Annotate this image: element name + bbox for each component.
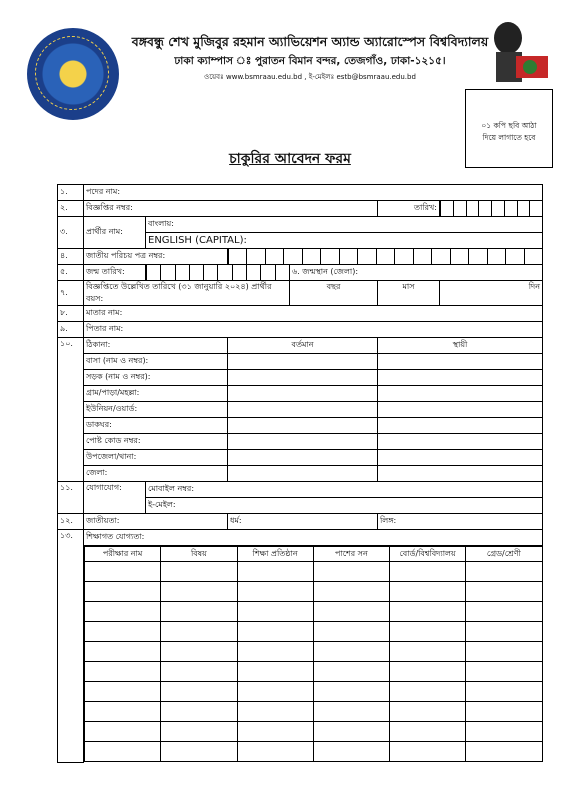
- university-name: বঙ্গবন্ধু শেখ মুজিবুর রহমান অ্যাভিয়েশন অ্যান্ড অ্যারোস্পেস বিশ্ববিদ্যালয়: [131, 34, 489, 49]
- email-label: ই-মেইল:: [148, 500, 176, 509]
- edu-row: [85, 582, 543, 602]
- row-contact-mobile: [58, 482, 543, 498]
- address-line: বাসা (নাম ও নম্বর):: [84, 354, 228, 370]
- edu-row: [85, 682, 543, 702]
- row-dob: [58, 265, 543, 281]
- edu-row: [85, 702, 543, 722]
- row-mother: [58, 306, 543, 322]
- permanent-input[interactable]: [378, 386, 543, 402]
- date-boxes[interactable]: [440, 201, 543, 217]
- sl-5: ৫.: [58, 265, 84, 281]
- address-line: উপজেলা/থানা:: [84, 450, 228, 466]
- mujib-100-logo: [486, 16, 550, 90]
- form-title: চাকুরির আবেদন ফরম: [229, 151, 351, 167]
- address-line: সড়ক (নাম ও নম্বর):: [84, 370, 228, 386]
- age-day[interactable]: দিন: [440, 281, 543, 306]
- birthplace-field[interactable]: [290, 265, 543, 281]
- permanent-input[interactable]: [378, 450, 543, 466]
- permanent-address-header: স্থায়ী: [378, 338, 543, 354]
- edu-header-year: পাশের সন: [313, 547, 389, 562]
- sl-8: ৮.: [58, 306, 84, 322]
- sl-1: ১.: [58, 185, 84, 201]
- birthplace-label: ৬. জন্মস্থান (জেলা):: [292, 267, 359, 276]
- name-bangla-field[interactable]: [146, 217, 543, 233]
- permanent-input[interactable]: [378, 434, 543, 450]
- edu-row: [85, 622, 543, 642]
- permanent-input[interactable]: [378, 370, 543, 386]
- row-age: [58, 281, 543, 306]
- gender-field[interactable]: [378, 514, 543, 530]
- candidate-name-label: প্রার্থীর নাম:: [84, 217, 146, 249]
- address-line: পোষ্ট কোড নম্বর:: [84, 434, 228, 450]
- nid-label: জাতীয় পরিচয় পত্র নম্বর:: [84, 249, 228, 265]
- edu-row: [85, 722, 543, 742]
- row-education-head: [58, 530, 543, 546]
- edu-row: [85, 562, 543, 582]
- address-line: জেলা:: [84, 466, 228, 482]
- row-address-head: [58, 338, 543, 354]
- permanent-input[interactable]: [378, 402, 543, 418]
- present-input[interactable]: [228, 354, 378, 370]
- education-label: শিক্ষাগত যোগ্যতা:: [84, 530, 543, 546]
- present-input[interactable]: [228, 370, 378, 386]
- dob-label: জন্ম তারিখ:: [84, 265, 146, 281]
- circular-number-field[interactable]: [84, 201, 378, 217]
- circular-label: বিজ্ঞপ্তির নম্বর:: [86, 203, 133, 212]
- post-name-label: পদের নাম:: [86, 187, 121, 196]
- mobile-field[interactable]: [146, 482, 543, 498]
- present-address-header: বর্তমান: [228, 338, 378, 354]
- sl-4: ৪.: [58, 249, 84, 265]
- sl-11: ১১.: [58, 482, 84, 514]
- religion-field[interactable]: [228, 514, 378, 530]
- mother-label: মাতার নাম:: [86, 308, 123, 317]
- row-post: [58, 185, 543, 201]
- mobile-label: মোবাইল নম্বর:: [148, 484, 195, 493]
- edu-header-institution: শিক্ষা প্রতিষ্ঠান: [237, 547, 313, 562]
- edu-row: [85, 642, 543, 662]
- email-field[interactable]: [146, 498, 543, 514]
- row-nationality: [58, 514, 543, 530]
- name-english-field[interactable]: [146, 233, 543, 249]
- permanent-input[interactable]: [378, 354, 543, 370]
- present-input[interactable]: [228, 434, 378, 450]
- father-label: পিতার নাম:: [86, 324, 124, 333]
- contact-label: যোগাযোগ:: [84, 482, 146, 514]
- age-year[interactable]: বছর: [290, 281, 378, 306]
- sl-9: ৯.: [58, 322, 84, 338]
- gender-label: লিঙ্গ:: [380, 516, 397, 525]
- address-line: গ্রাম/পাড়া/মহল্লা:: [84, 386, 228, 402]
- dob-boxes[interactable]: [146, 265, 290, 281]
- nationality-field[interactable]: [84, 514, 228, 530]
- mother-name-field[interactable]: [84, 306, 543, 322]
- english-label: ENGLISH (CAPITAL):: [148, 235, 247, 246]
- sl-13: ১৩.: [58, 530, 84, 763]
- date-label: তারিখ:: [378, 201, 440, 217]
- web-email: ওয়েবঃ www.bsmraau.edu.bd , ই-মেইলঃ estb@bsmraau.edu.bd: [204, 73, 416, 81]
- row-nid: [58, 249, 543, 265]
- edu-header-board: বোর্ড/বিশ্ববিদ্যালয়: [390, 547, 466, 562]
- photo-instruction-2: দিয়ে লাগাতে হবে: [482, 133, 536, 142]
- address-line: ডাকঘর:: [84, 418, 228, 434]
- university-logo: [27, 28, 119, 120]
- father-name-field[interactable]: [84, 322, 543, 338]
- permanent-input[interactable]: [378, 418, 543, 434]
- edu-row: [85, 602, 543, 622]
- sl-3: ৩.: [58, 217, 84, 249]
- edu-header-grade: গ্রেড/শ্রেণী: [466, 547, 542, 562]
- edu-header-exam: পরীক্ষার নাম: [85, 547, 161, 562]
- photo-box: [465, 89, 553, 168]
- address-label: ঠিকানা:: [84, 338, 228, 354]
- permanent-input[interactable]: [378, 466, 543, 482]
- campus-address: ঢাকা ক্যাম্পাস ঃ পুরাতন বিমান বন্দর, তেজগাঁও, ঢাকা-১২১৫।: [174, 55, 446, 67]
- row-father: [58, 322, 543, 338]
- address-line: ইউনিয়ন/ওয়ার্ড:: [84, 402, 228, 418]
- age-month[interactable]: মাস: [378, 281, 440, 306]
- present-input[interactable]: [228, 450, 378, 466]
- sl-12: ১২.: [58, 514, 84, 530]
- present-input[interactable]: [228, 402, 378, 418]
- nid-boxes[interactable]: [228, 249, 543, 265]
- age-label: বিজ্ঞপ্তিতে উল্লেখিত তারিখে (৩১ জানুয়ারি ২০২৪) প্রার্থীর বয়স:: [84, 281, 290, 306]
- bangla-label: বাংলায়:: [148, 219, 174, 228]
- edu-row: [85, 742, 543, 762]
- row-circular: [58, 201, 543, 217]
- nationality-label: জাতীয়তা:: [86, 516, 120, 525]
- present-input[interactable]: [228, 466, 378, 482]
- photo-instruction-1: ০১ কপি ছবি আঠা: [481, 121, 537, 130]
- present-input[interactable]: [228, 418, 378, 434]
- education-cell: [84, 546, 543, 763]
- row-name-bn: [58, 217, 543, 233]
- present-input[interactable]: [228, 386, 378, 402]
- edu-header-subject: বিষয়: [161, 547, 237, 562]
- application-form: [57, 184, 543, 763]
- post-name-field[interactable]: [84, 185, 543, 201]
- religion-label: ধর্ম:: [230, 516, 242, 525]
- edu-row: [85, 662, 543, 682]
- sl-2: ২.: [58, 201, 84, 217]
- education-table: [84, 546, 543, 762]
- sl-10: ১০.: [58, 338, 84, 482]
- sl-7: ৭.: [58, 281, 84, 306]
